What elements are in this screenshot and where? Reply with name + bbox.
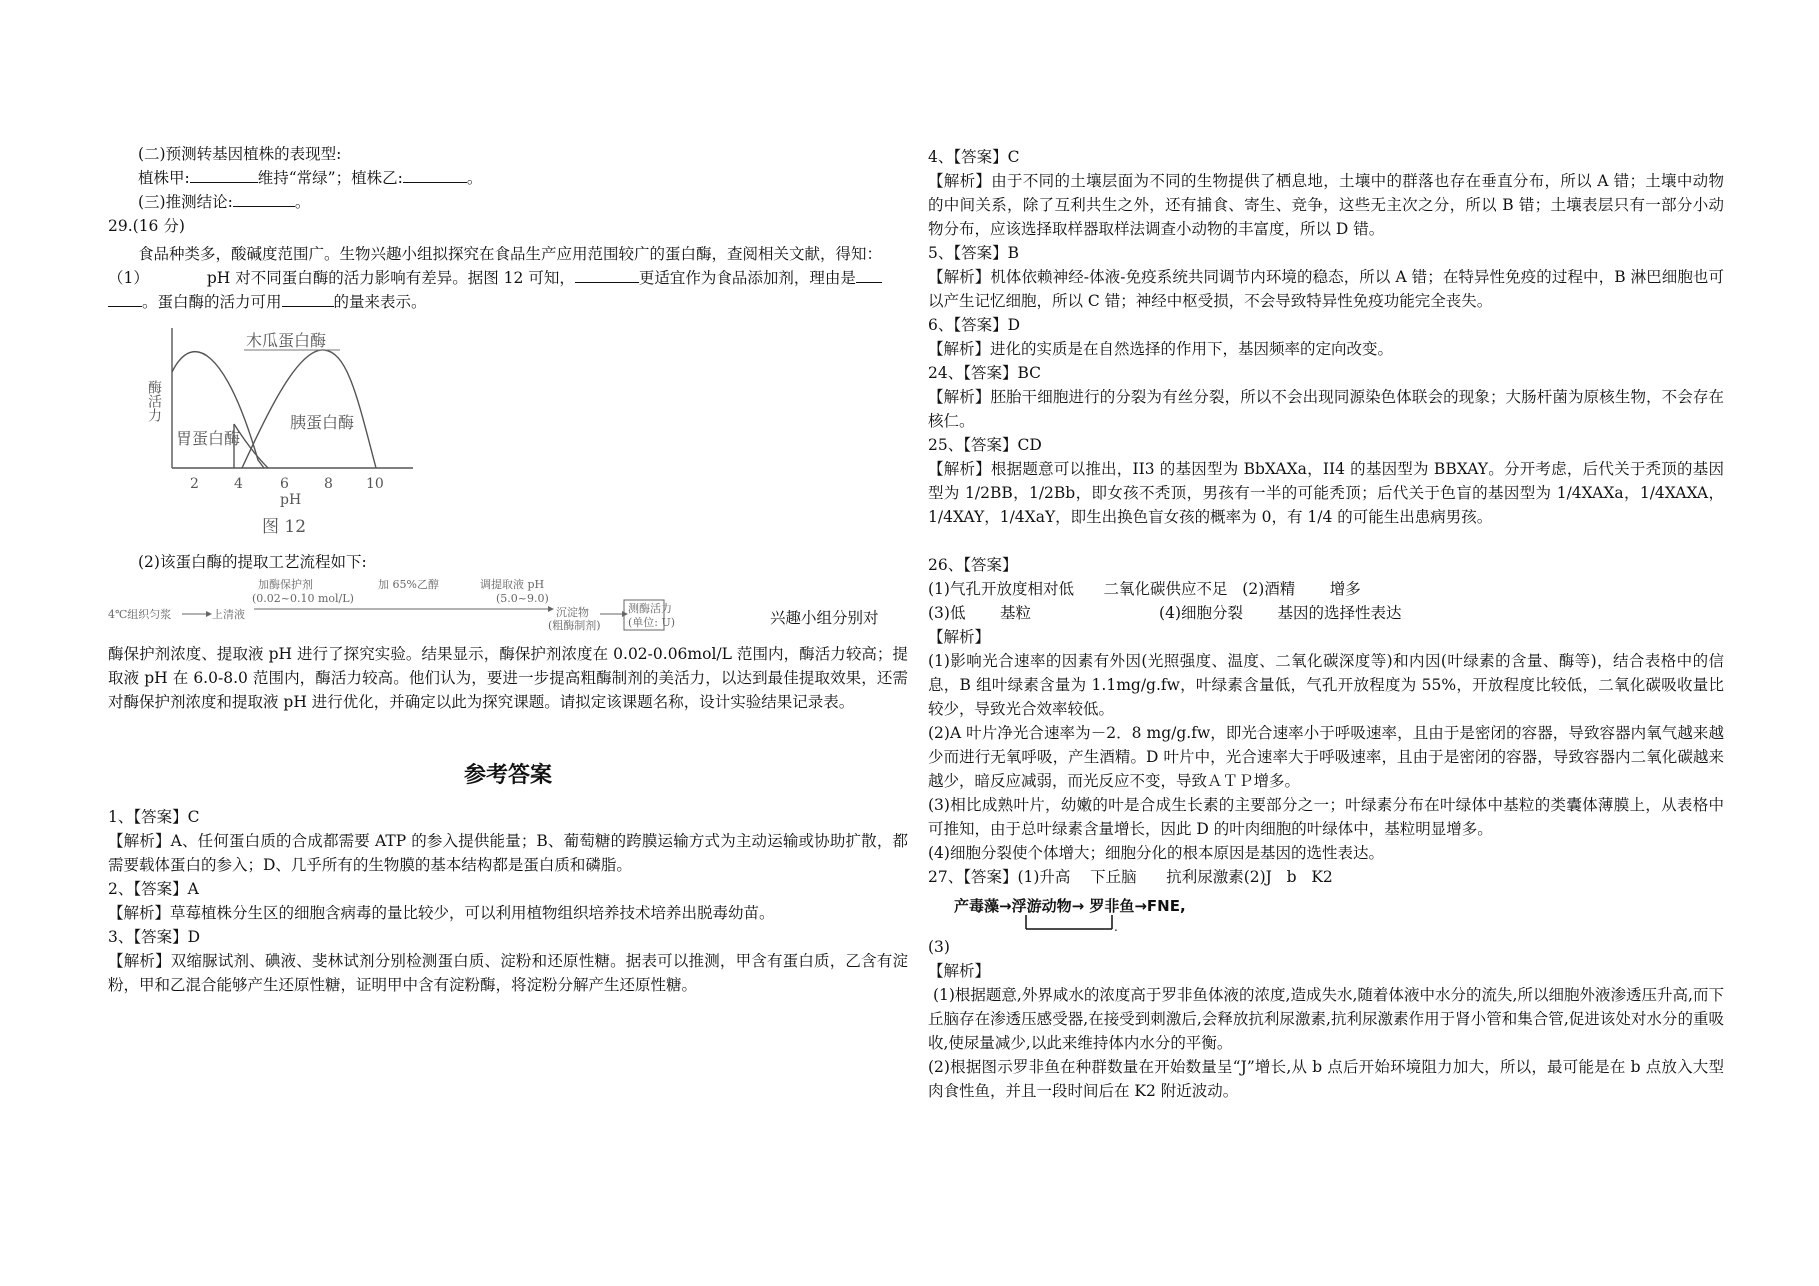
answer-27: 27、【答案】(1)升高 下丘脑 抗利尿激素(2)J b K2: [928, 868, 1333, 886]
x-tick-6: 6: [280, 476, 289, 492]
food-chain-text: 产毒藻→浮游动物→ 罗非鱼→FNE,: [954, 897, 1186, 915]
answer-24-explanation: 【解析】胚胎干细胞进行的分裂为有丝分裂，所以不会出现同源染色体联会的现象；大肠杆菌为原核生物，不会存在核仁。: [928, 388, 1724, 430]
q29-1: （1） pH 对不同蛋白酶的活力影响有差异。据图 12 可知， 更适宜作为食品添加剂，理由是 。蛋白酶的活力可用 的量来表示。: [108, 266, 908, 314]
answer-5: 5、【答案】B: [928, 244, 1020, 262]
pepsin-label: 胃蛋白酶: [176, 429, 241, 448]
x-tick-10: 10: [366, 476, 384, 492]
left-column: [108, 142, 908, 997]
figure-caption: 图 12: [262, 517, 307, 537]
answer-blank[interactable]: [233, 190, 295, 207]
answer-1: 1、【答案】C: [108, 808, 200, 826]
answer-26: 26、【答案】: [928, 556, 1018, 574]
answer-26-explanation-2: (2)A 叶片净光合速率为－2．8 mg/g.fw，即光合速率小于呼吸速率，且由于是密闭的容器，导致容器内氧气越来越少而进行无氧呼吸，产生酒精。D 叶片中，光合速率大于呼吸速率，且由于是密闭的容器，导致容器内二氧化碳越来越少，暗反应减弱，而光反应不变，导致ＡＴＰ增多。: [928, 724, 1724, 790]
extraction-flow: [108, 576, 908, 632]
papain-curve: [242, 350, 376, 468]
papain-label: 木瓜蛋白酶: [246, 331, 327, 350]
q29-2-intro: (2)该蛋白酶的提取工艺流程如下:: [138, 553, 367, 571]
answer-25-explanation: 【解析】根据题意可以推出，II3 的基因型为 BbXAXa，II4 的基因型为 BBXAY。分开考虑，后代关于秃顶的基因型为 1/2BB，1/2Bb，即女孩不秃顶，男孩有一半的可能秃顶；后代关于色盲的基因型为 1/4XAXa，1/4XAXA，1/4XAY，1/4XaY，即生出换色盲女孩的概率为 0，有 1/4 的可能生出患病男孩。: [928, 460, 1724, 526]
answer-blank[interactable]: [282, 290, 334, 307]
q28-plant-line: 植株甲: 维持“常绿”；植株乙: 。: [108, 166, 908, 190]
answer-27-explanation-heading: 【解析】: [928, 962, 991, 980]
food-chain-diagram: [928, 891, 1724, 935]
answer-27-explanation-2: (2)根据图示罗非鱼在种群数量在开始数量呈“J”增长,从 b 点后开始环境阻力加大，所以，最可能是在 b 点放入大型肉食性鱼，并且一段时间后在 K2 附近波动。: [928, 1058, 1724, 1100]
flow-step-1: 4℃组织匀浆: [108, 608, 172, 621]
trypsin-label: 胰蛋白酶: [290, 413, 355, 432]
answer-25: 25、【答案】CD: [928, 436, 1042, 454]
answer-5-explanation: 【解析】机体依赖神经-体液-免疫系统共同调节内环境的稳态，所以 A 错；在特异性免疫的过程中，B 淋巴细胞也可以产生记忆细胞，所以 C 错；神经中枢受损，不会导致特异性免疫功能完全丧失。: [928, 268, 1724, 310]
right-column: [928, 145, 1724, 1103]
answer-2: 2、【答案】A: [108, 880, 199, 898]
answer-3-explanation: 【解析】双缩脲试剂、碘液、斐林试剂分别检测蛋白质、淀粉和还原性糖。据表可以推测，甲含有蛋白质，乙含有淀粉，甲和乙混合能够产生还原性糖，证明甲中含有淀粉酶，将淀粉分解产生还原性糖。: [108, 952, 908, 994]
q29-2-body: 酶保护剂浓度、提取液 pH 进行了探究实验。结果显示，酶保护剂浓度在 0.02-0.06mol/L 范围内，酶活力较高；提取液 pH 在 6.0-8.0 范围内，酶活力较高。他们认为，要进一步提高粗酶制剂的美活力，以达到最佳提取效果，还需对酶保护剂浓度和提取液 pH 进行优化，并确定以此为探究课题。请拟定该课题名称，设计实验结果记录表。: [108, 645, 908, 711]
y-axis-label: 酶活力: [146, 380, 162, 422]
answer-27-part-3: (3): [928, 938, 950, 956]
flow-step-2: 上清液: [212, 608, 245, 621]
food-chain-return-line: [928, 891, 1168, 935]
flow-label-a-range: (0.02~0.10 mol/L): [252, 592, 354, 605]
answer-26-line-2: (3)低 基粒 (4)细胞分裂 基因的选择性表达: [928, 604, 1402, 622]
svg-text:.: .: [1114, 920, 1118, 934]
x-tick-8: 8: [324, 476, 333, 492]
figure-12-enzyme-ph: [108, 320, 908, 544]
q28-part2: (二)预测转基因植株的表现型:: [138, 145, 342, 163]
flow-step-4: 测酶活力: [628, 602, 672, 615]
answer-blank[interactable]: [403, 166, 467, 183]
answer-26-explanation-4: (4)细胞分裂使个体增大；细胞分化的根本原因是基因的选性表达。: [928, 844, 1384, 862]
flow-label-c-range: (5.0~9.0): [496, 592, 549, 605]
answer-4-explanation: 【解析】由于不同的土壤层面为不同的生物提供了栖息地，土壤中的群落也存在垂直分布，所以 A 错；土壤中动物的中间关系，除了互利共生之外，还有捕食、寄生、竞争，这些无主次之分，所以 B 错；土壤表层只有一部分小动物分布，应该选择取样器取样法调查小动物的丰富度，所以 D 错。: [928, 172, 1724, 238]
answer-26-explanation-1: (1)影响光合速率的因素有外因(光照强度、温度、二氧化碳深度等)和内因(叶绿素的含量、酶等)，结合表格中的信息，B 组叶绿素含量为 1.1mg/g.fw，叶绿素含量低，气孔开放程度为 55%，开放程度比较低，二氧化碳吸收量比较少，导致光合效率较低。: [928, 652, 1724, 718]
q29-header: 29.(16 分): [108, 217, 185, 235]
x-tick-4: 4: [234, 476, 243, 492]
x-axis-label: pH: [280, 492, 302, 508]
q29-intro: 食品种类多，酸碱度范围广。生物兴趣小组拟探究在食品生产应用范围较广的蛋白酶，查阅相关文献，得知：: [138, 245, 883, 263]
q29-2-tail: 兴趣小组分别对: [770, 609, 879, 627]
flow-label-c: 调提取液 pH: [480, 578, 545, 591]
answer-6: 6、【答案】D: [928, 316, 1021, 334]
flow-step-3: 沉淀物: [556, 606, 589, 619]
enzyme-ph-chart: [108, 320, 428, 540]
x-tick-2: 2: [190, 476, 199, 492]
answer-6-explanation: 【解析】进化的实质是在自然选择的作用下，基因频率的定向改变。: [928, 340, 1394, 358]
answer-3: 3、【答案】D: [108, 928, 201, 946]
answer-1-explanation: 【解析】A、任何蛋白质的合成都需要 ATP 的参入提供能量；B、葡萄糖的跨膜运输方式为主动运输或协助扩散，都需要载体蛋白的参入；D、几乎所有的生物膜的基本结构都是蛋白质和磷脂。: [108, 832, 908, 874]
answer-blank[interactable]: [575, 266, 639, 283]
answer-blank[interactable]: [856, 266, 882, 283]
answer-blank[interactable]: [190, 166, 258, 183]
answer-blank[interactable]: [108, 290, 142, 307]
answer-4: 4、【答案】C: [928, 148, 1020, 166]
flow-label-a: 加酶保护剂: [258, 578, 313, 591]
answer-26-line-1: (1)气孔开放度相对低 二氧化碳供应不足 (2)酒精 增多: [928, 580, 1361, 598]
flow-arrowhead-2: [548, 606, 554, 612]
flow-diagram: [108, 576, 676, 632]
flow-label-b: 加 65%乙醇: [378, 578, 439, 591]
answer-26-explanation-3: (3)相比成熟叶片，幼嫩的叶是合成生长素的主要部分之一；叶绿素分布在叶绿体中基粒的类囊体薄膜上，从表格中可推知，由于总叶绿素含量增长，因此 D 的叶肉细胞的叶绿体中，基粒明显增多。: [928, 796, 1724, 838]
q28-part3: (三)推测结论: 。: [108, 190, 908, 214]
answer-2-explanation: 【解析】草莓植株分生区的细胞含病毒的量比较少，可以利用植物组织培养技术培养出脱毒幼苗。: [108, 904, 775, 922]
answers-title: 参考答案: [463, 763, 552, 788]
flow-step-3-sub: (粗酶制剂): [548, 619, 601, 632]
answer-27-explanation-1: (1)根据题意,外界咸水的浓度高于罗非鱼体液的浓度,造成失水,随着体液中水分的流失,所以细胞外液渗透压升高,而下丘脑存在渗透压感受器,在接受到刺激后,会释放抗利尿激素,抗利尿激素作用于肾小管和集合管,促进该处对水分的重吸收,使尿量减少,以此来维持体内水分的平衡。: [928, 986, 1724, 1052]
answer-26-explanation-heading: 【解析】: [928, 628, 991, 646]
flow-step-4-sub: (单位: U): [628, 616, 676, 629]
answer-24: 24、【答案】BC: [928, 364, 1042, 382]
